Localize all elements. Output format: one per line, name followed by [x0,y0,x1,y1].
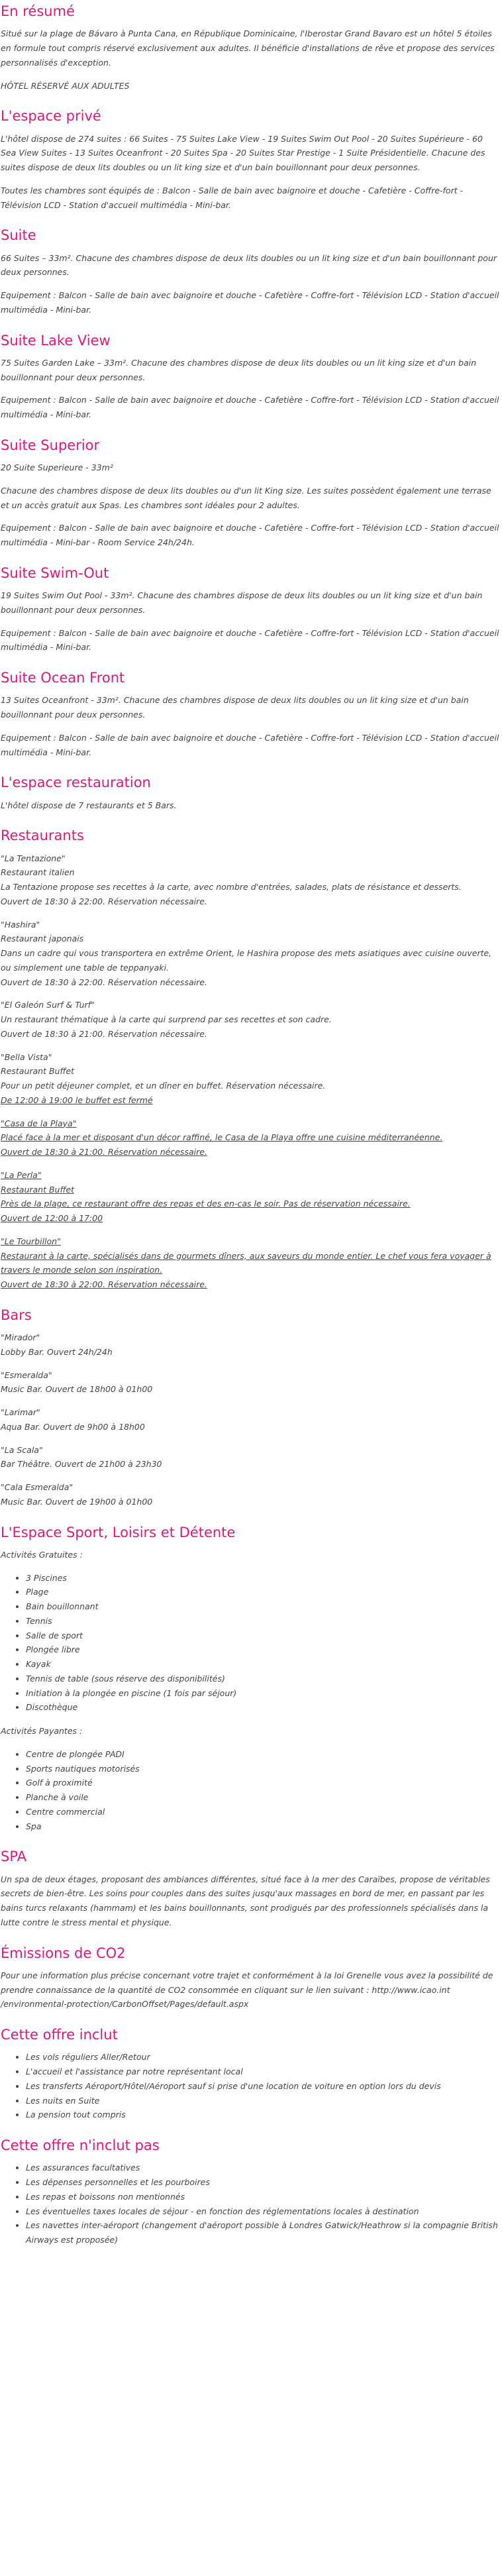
prive-text: L'hôtel dispose de 274 suites : 66 Suites - 75 Suites Lake View - 19 Suites Swim Out Pool - 20 Suites Supérieure - 60 Sea View Suites - 13 Suites Oceanfront - 20 Suites Spa - 20 Suites Star Prestige - 1 Suite Présidentielle. Chacune des suites dispose de deux lits doubles ou un lit king size et d'un bain bouillonnant pour deux personnes. [1,133,485,172]
list-item: • Les transferts Aéroport/Hôtel/Aéroport sauf si prise d'une location de voiture en option lors du devis [26,2079,499,2094]
restaurant-description: Restaurant à la carte, spécialisés dans de gourmets dîners, aux saveurs du monde entier. Le chef vous fera voyager à travers le monde selon son inspiration. [1,1250,491,1275]
lake-equipment: Equipement : Balcon - Salle de bain avec baignoire et douche - Cafetière - Coffre-fort - Télévision LCD - Station d'accueil multimédia - Mini-bar. [1,395,499,419]
list-item: • Les navettes inter-aéroport (changement d'aéroport possible à Londres Gatwick/Heathrow si la compagnie British Airways est proposée) [26,2218,499,2247]
heading-sport-loisirs: L'Espace Sport, Loisirs et Détente [1,1524,236,1540]
heading-suite-lake-view: Suite Lake View [1,332,111,349]
restaurant-name: "El Galeón Surf & Turf" [1,1000,95,1010]
bar-entry [1,1443,499,1472]
heading-suite: Suite [1,227,36,244]
restaurant-type: Restaurant Buffet [1,1184,75,1195]
bar-entry [1,1330,499,1360]
ocean-equipment: Equipement : Balcon - Salle de bain avec baignoire et douche - Cafetière - Coffre-fort - Télévision LCD - Station d'accueil multimédia - Mini-bar. [1,732,499,757]
list-item: • L'accueil et l'assistance par notre représentant local [26,2065,499,2079]
bar-name: "Mirador" [1,1332,40,1342]
list-item: • Les repas et boissons non mentionnés [26,2190,499,2204]
list-item: • Salle de sport [26,1629,499,1643]
restaurant-hours: De 12:00 à 19:00 le buffet est fermé [1,1095,153,1105]
heading-co2: Émissions de CO2 [1,1945,126,1961]
list-item: • Les dépenses personnelles et les pourboires [26,2175,499,2190]
restaurant-entry [1,1050,499,1108]
superior-text: Chacune des chambres dispose de deux lits doubles ou d'un lit King size. Les suites possèdent également une terrase et un accès gratuit aux Spas. Les chambres sont idéales pour 2 adultes. [1,485,491,510]
restaurant-name: "La Tentazione" [1,853,66,863]
restaurant-name: "Le Tourbillon" [1,1236,61,1246]
heading-spa: SPA [1,1849,27,1865]
not-included-list [1,2161,499,2247]
restaurant-name: "La Perla" [1,1169,42,1180]
restaurant-type: Restaurant italien [1,867,75,878]
bar-entry [1,1368,499,1397]
bar-entry [1,1405,499,1434]
restaurant-type: Restaurant Buffet [1,1066,75,1077]
bar-name: "Cala Esmeralda" [1,1482,74,1492]
restaurant-type: Restaurant japonais [1,934,84,944]
list-item: • Golf à proximité [26,1776,499,1790]
swim-text: 19 Suites Swim Out Pool - 33m². Chacune des chambres dispose de deux lits doubles ou un lit king size et d'un bain bouillonnant pour deux personnes. [1,590,483,615]
list-item: • Plage [26,1585,499,1599]
list-item: • Sports nautiques motorisés [26,1762,499,1776]
restaurant-description: Dans un cadre qui vous transportera en extrême Orient, le Hashira propose des mets asiatiques avec cuisine ouverte, ou simplement une table de teppanyaki. [1,948,492,973]
heading-suite-swim-out: Suite Swim-Out [1,564,109,581]
ocean-text: 13 Suites Oceanfront - 33m². Chacune des chambres dispose de deux lits doubles ou un lit king size et d'un bain bouillonnant pour deux personnes. [1,695,469,720]
page [0,3,502,2277]
restaurant-entry [1,1116,499,1159]
list-item: • Les assurances facultatives [26,2161,499,2175]
list-item: • Centre commercial [26,1805,499,1819]
paid-activities-label: Activités Payantes : [1,1726,83,1736]
restaurant-hours: Ouvert de 18:30 à 22:00. Réservation nécessaire. [1,1279,207,1289]
bar-info: Music Bar. Ouvert de 19h00 à 01h00 [1,1496,153,1507]
restaurant-description: Pour un petit déjeuner complet, et un dîner en buffet. Réservation nécessaire. [1,1081,326,1091]
restaurant-hours: Ouvert de 12:00 à 17:00 [1,1213,103,1223]
restaurant-entry [1,918,499,990]
list-item: • Les vols réguliers Aller/Retour [26,2050,499,2065]
list-item: • Bain bouillonnant [26,1599,499,1614]
suite-text: 66 Suites – 33m². Chacune des chambres dispose de deux lits doubles ou un lit king size et d'un bain bouillonnant pour deux personnes. [1,252,497,278]
list-item: • Les nuits en Suite [26,2094,499,2108]
heading-suite-superior: Suite Superior [1,437,100,453]
suite-equipment: Equipement : Balcon - Salle de bain avec baignoire et douche - Cafetière - Coffre-fort - Télévision LCD - Station d'accueil multimédia - Mini-bar. [1,290,499,315]
restaurant-hours: Ouvert de 18:30 à 22:00. Réservation nécessaire. [1,977,207,987]
list-item: • Centre de plongée PADI [26,1747,499,1762]
restaurant-entry [1,998,499,1041]
paid-activities-list [1,1747,499,1834]
prive-equipment: Toutes les chambres sont équipés de : Balcon - Salle de bain avec baignoire et douche - Cafetière - Coffre-fort - Télévision LCD - Station d'accueil multimédia - Mini-bar. [1,185,464,210]
bar-name: "Esmeralda" [1,1369,52,1380]
bar-info: Bar Théâtre. Ouvert de 21h00 à 23h30 [1,1459,162,1470]
list-item: • 3 Piscines [26,1571,499,1585]
list-item: • Kayak [26,1657,499,1672]
bar-entry [1,1480,499,1509]
bar-info: Aqua Bar. Ouvert de 9h00 à 18h00 [1,1421,145,1432]
restaurant-description: Placé face à la mer et disposant d'un décor raffiné, le Casa de la Playa offre une cuisine méditerranéenne. [1,1132,443,1143]
spa-text: Un spa de deux étages, proposant des ambiances différentes, situé face à la mer des Caraïbes, propose de véritables secrets de bien-être. Les soins pour couples dans des suites jusqu'aux massages en bord de mer, en passant par les bains turcs relaxants (hammam) et les bains bouillonnants, sont prodigués par des professionnels spécialisés dans la lutte contre le stress mental et physique. [1,1874,490,1927]
heading-suite-ocean-front: Suite Ocean Front [1,670,125,686]
bar-info: Music Bar. Ouvert de 18h00 à 01h00 [1,1384,153,1395]
free-activities-label: Activités Gratuites : [1,1549,83,1560]
resume-text: Situé sur la plage de Bávaro à Punta Cana, en République Dominicaine, l'Iberostar Grand Bavaro est un hôtel 5 étoiles en formule tout compris réservé exclusivement aux adultes. Il bénéficie d'installations de rêve et propose des services personnalisés d'exception. [1,28,495,68]
list-item: • Les éventuelles taxes locales de séjour - en fonction des réglementations locales à destination [26,2204,499,2219]
list-item: • Plongée libre [26,1642,499,1657]
list-item: • Tennis de table (sous réserve des disponibilités) [26,1672,499,1686]
restaurant-name: "Casa de la Playa" [1,1118,77,1128]
heading-espace-restauration: L'espace restauration [1,775,151,791]
restauration-text: L'hôtel dispose de 7 restaurants et 5 Bars. [1,800,177,810]
heading-resume: En résumé [1,3,75,19]
restaurant-entry [1,851,499,909]
list-item: • Planche à voile [26,1790,499,1805]
list-item: • Spa [26,1819,499,1834]
list-item: • Discothèque [26,1700,499,1715]
superior-size: 20 Suite Superieure - 33m² [1,462,113,472]
bar-name: "La Scala" [1,1444,43,1455]
restaurant-hours: Ouvert de 18:30 à 22:00. Réservation nécessaire. [1,896,207,906]
restaurant-description: Près de la plage, ce restaurant offre des repas et des en-cas le soir. Pas de réservation nécessaire. [1,1199,411,1209]
adults-only-note: HÔTEL RÉSERVÉ AUX ADULTES [1,80,130,91]
lake-text: 75 Suites Garden Lake – 33m². Chacune des chambres dispose de deux lits doubles ou un lit king size et d'un bain bouillonnant pour deux personnes. [1,357,477,382]
swim-equipment: Equipement : Balcon - Salle de bain avec baignoire et douche - Cafetière - Coffre-fort - Télévision LCD - Station d'accueil multimédia - Mini-bar. [1,627,499,653]
restaurant-entry [1,1168,499,1226]
restaurant-entry [1,1234,499,1292]
co2-text: Pour une information plus précise concernant votre trajet et conformément à la loi Grenelle vous avez la possibilité de prendre connaissance de la quantité de CO2 consommée en cliquant sur le lien suivant : http://www.icao.int /environmental-protection/CarbonOffset/Pages/default.aspx [1,1970,493,2010]
heading-offre-inclut: Cette offre inclut [1,2027,118,2043]
heading-restaurants: Restaurants [1,828,84,844]
superior-equipment: Equipement : Balcon - Salle de bain avec baignoire et douche - Cafetière - Coffre-fort - Télévision LCD - Station d'accueil multimédia - Mini-bar - Room Service 24h/24h. [1,523,499,547]
list-item: • Initiation à la plongée en piscine (1 fois par séjour) [26,1686,499,1701]
restaurant-name: "Hashira" [1,919,40,930]
bar-name: "Larimar" [1,1407,40,1417]
list-item: • La pension tout compris [26,2108,499,2122]
restaurant-name: "Bella Vista" [1,1051,52,1062]
free-activities-list [1,1571,499,1715]
bar-info: Lobby Bar. Ouvert 24h/24h [1,1346,113,1357]
heading-espace-prive: L'espace privé [1,108,101,125]
heading-bars: Bars [1,1307,32,1323]
list-item: • Tennis [26,1614,499,1629]
restaurant-description: La Tentazione propose ses recettes à la carte, avec nombre d'entrées, salades, plats de résistance et desserts. [1,882,462,892]
restaurant-hours: Ouvert de 18:30 à 21:00. Réservation nécessaire. [1,1028,207,1039]
restaurant-hours: Ouvert de 18:30 à 21:00. Réservation nécessaire. [1,1147,207,1157]
restaurant-description: Un restaurant thématique à la carte qui surprend par ses recettes et son cadre. [1,1014,332,1024]
heading-offre-ninclut: Cette offre n'inclut pas [1,2137,160,2153]
included-list [1,2050,499,2122]
